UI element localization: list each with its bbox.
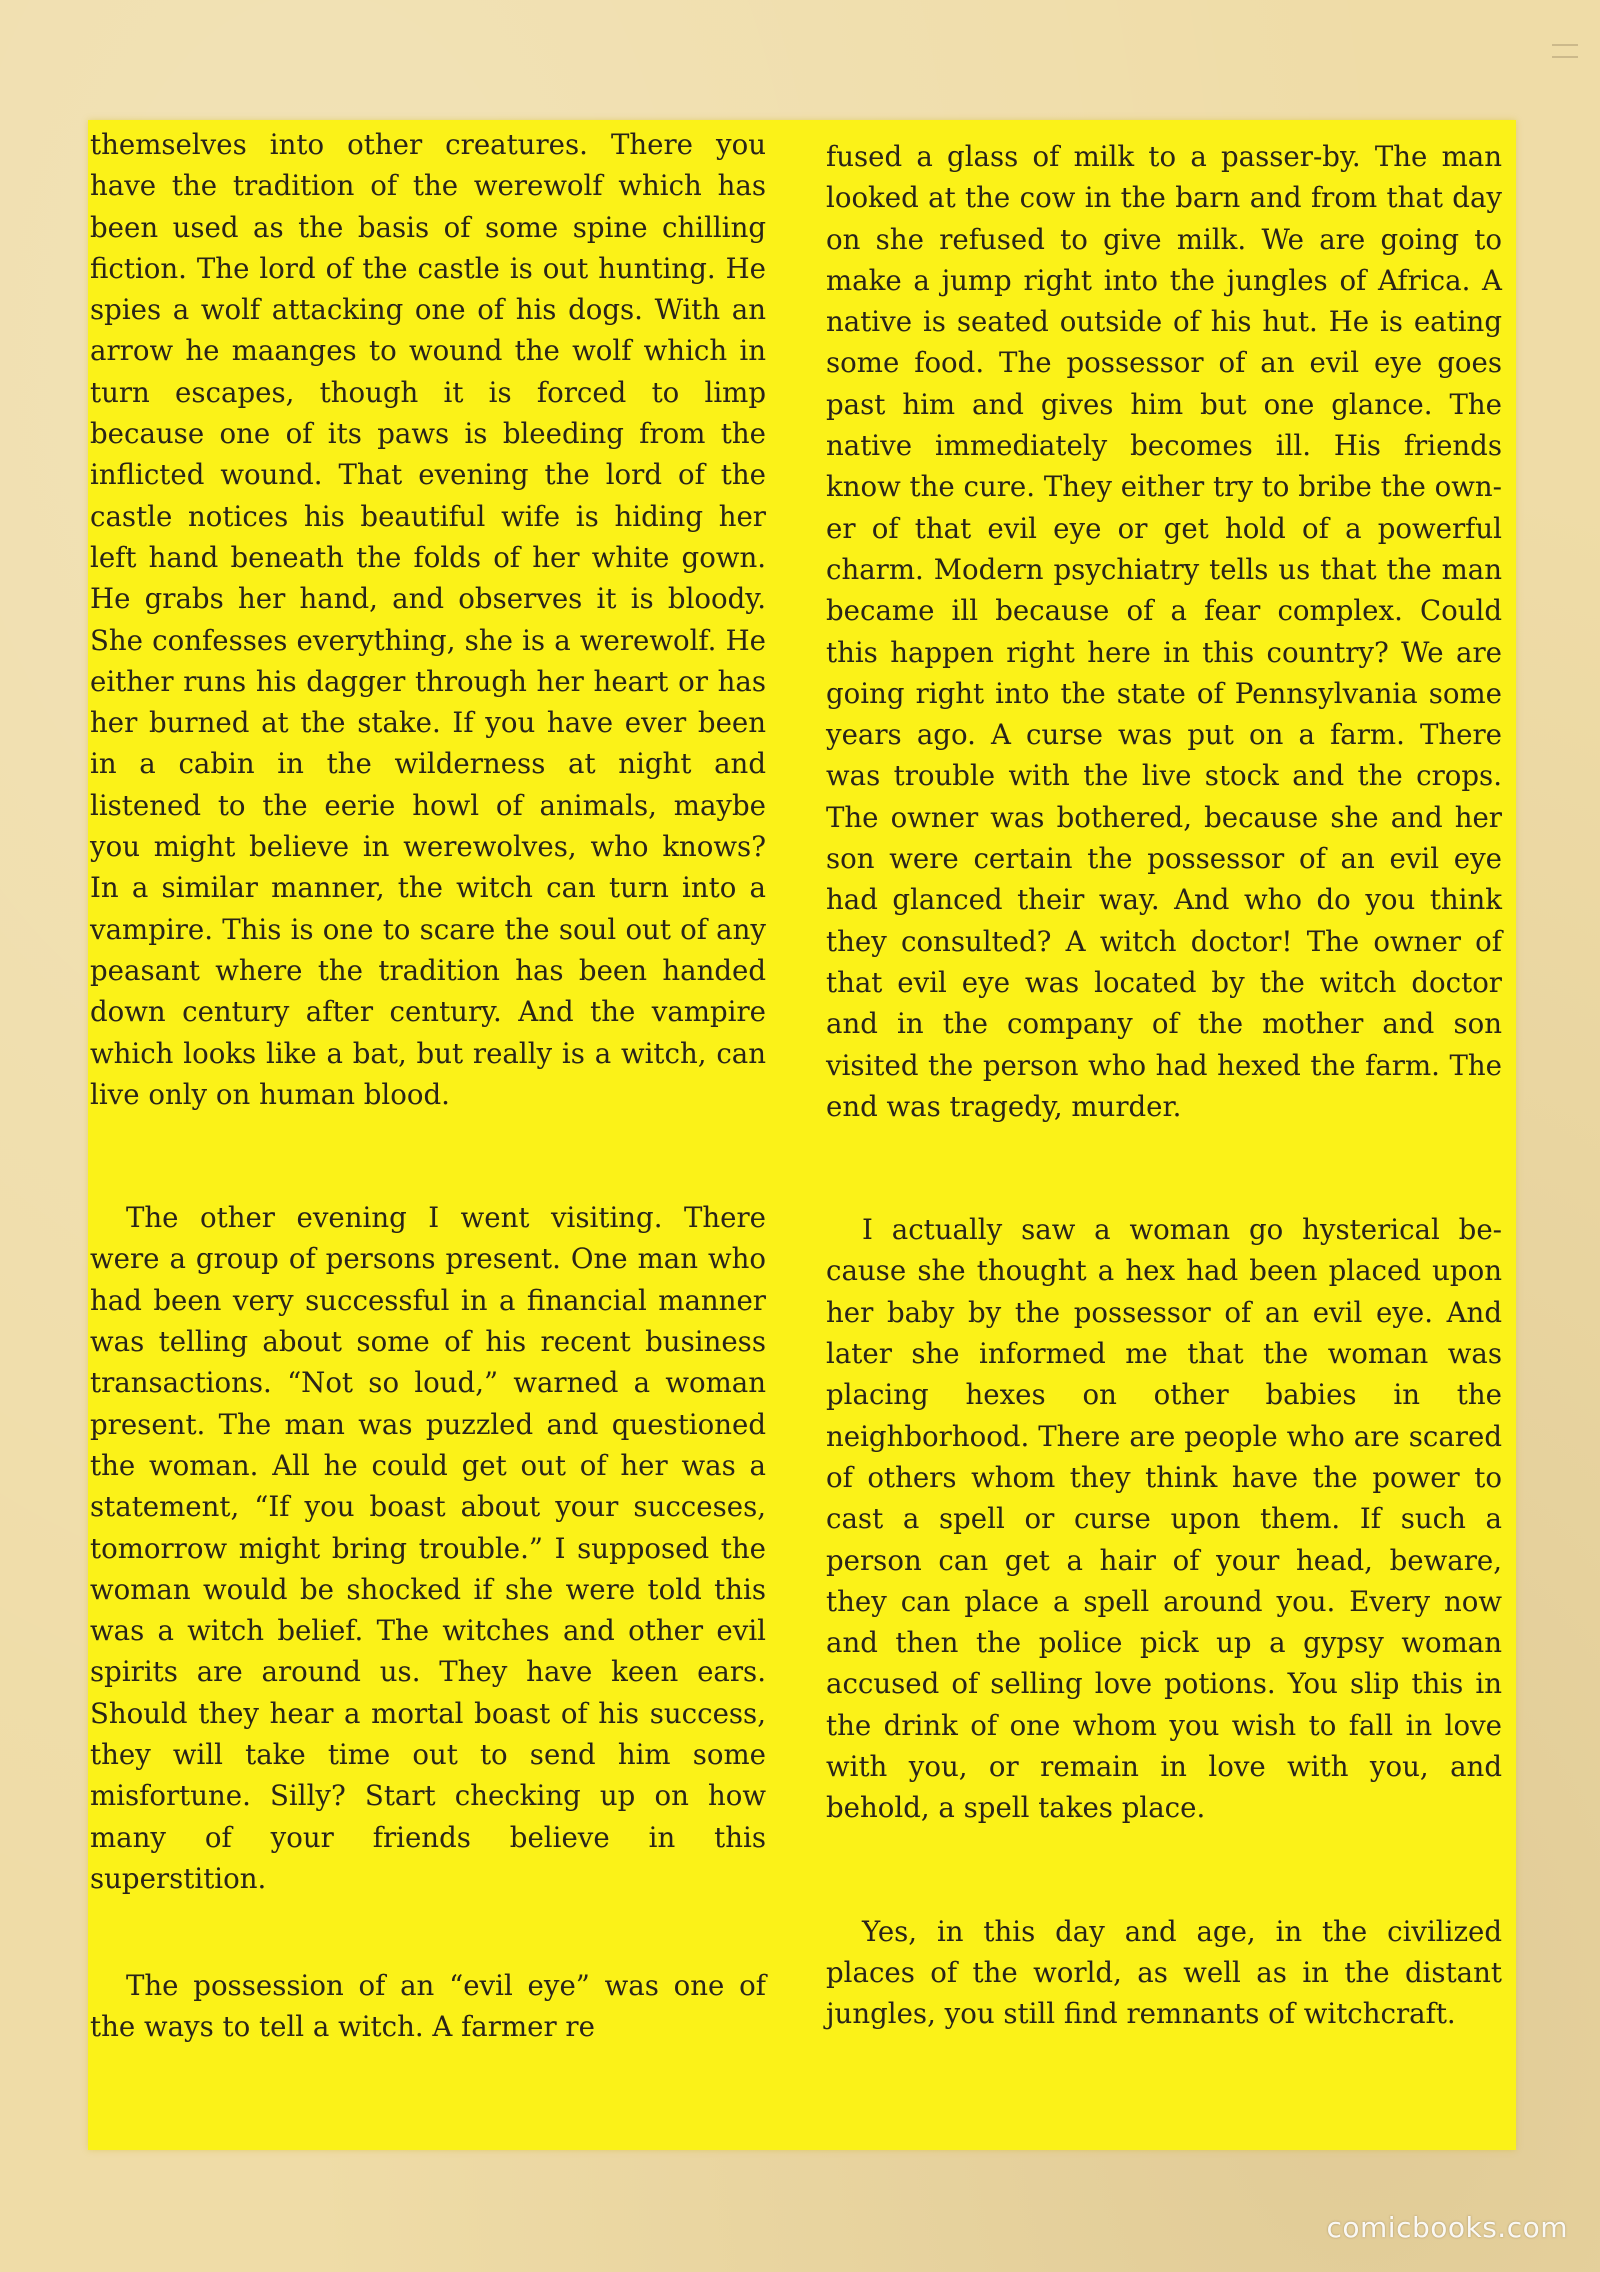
- paragraph-evil-eye-intro: The possession of an “evil eye” was one of the ways to tell a witch. A farmer re: [90, 1969, 766, 2044]
- corner-mark: [1552, 44, 1578, 58]
- paragraph-hex-baby: I actually saw a woman go hysterical because she thought a hex had been placed upon her baby by the possessor of an evil eye. And later she informed me that the woman was placing hexes on other babies in the neighborhood. There are people who are scared of others whom they think have the power to cast a spell or curse upon them. If such a person can get a hair of your head, beware, they can place a spell around you. Every now and then the police pick up a gypsy woman accused of selling love potions. You slip this in the drink of one whom you wish to fall in love with you, or remain in love with you, and behold, a spell takes place.: [826, 1213, 1502, 1825]
- article-right-column: [826, 136, 1502, 2034]
- paragraph-conclusion: Yes, in this day and age, in the civilized places of the world, as well as in the distant jungles, you still find remnants of witchcraft.: [826, 1914, 1502, 2031]
- watermark-credit: comicbooks.com: [1326, 2211, 1568, 2244]
- paragraph-evil-eye-stories: fused a glass of milk to a passer-by. The man looked at the cow in the barn and from that day on she refused to give milk. We are going to make a jump right into the jungles of Africa. A native is seated outside of his hut. He is eating some food. The possessor of an evil eye goes past him and gives him but one glance. The native immediately becomes ill. His friends know the cure. They either try to bribe the owner of that evil eye or get hold of a powerful charm. Modern psychiatry tells us that the man became ill because of a fear complex. Could this happen right here in this country? We are going right into the state of Pennsylvania some years ago. A curse was put on a farm. There was trouble with the live stock and the crops. The owner was bothered, because she and her son were certain the possessor of an evil eye had glanced their way. And who do you think they consulted? A witch doctor! The owner of that evil eye was located by the witch doctor and in the company of the mother and son visited the person who had hexed the farm. The end was tragedy, murder.: [826, 140, 1502, 1123]
- paragraph-boast-superstition: The other evening I went visiting. There were a group of persons present. One man who had been very successful in a financial manner was telling about some of his recent business transactions. “Not so loud,” warned a woman present. The man was puzzled and questioned the woman. All he could get out of her was a statement, “If you boast about your succeses, tomorrow might bring trouble.” I supposed the woman would be shocked if she were told this was a witch belief. The witches and other evil spirits are around us. They have keen ears. Should they hear a mortal boast of his success, they will take time out to send him some misfortune. Silly? Start checking up on how many of your friends believe in this superstition.: [90, 1201, 766, 1895]
- paragraph-werewolf: themselves into other creatures. There you have the tradition of the werewolf which has been used as the basis of some spine chilling fiction. The lord of the castle is out hunting. He spies a wolf attacking one of his dogs. With an arrow he maanges to wound the wolf which in turn escapes, though it is forced to limp because one of its paws is bleeding from the inflicted wound. That evening the lord of the castle notices his beautiful wife is hiding her left hand beneath the folds of her white gown. He grabs her hand, and observes it is bloody. She confesses everything, she is a werewolf. He either runs his dagger through her heart or has her burned at the stake. If you have ever been in a cabin in the wilderness at night and listened to the eerie howl of animals, maybe you might believe in werewolves, who knows? In a similar manner, the witch can turn into a vampire. This is one to scare the soul out of any peasant where the tradition has been handed down century after century. And the vampire which looks like a bat, but really is a witch, can live only on human blood.: [90, 128, 766, 1111]
- article-left-column: [90, 124, 766, 2048]
